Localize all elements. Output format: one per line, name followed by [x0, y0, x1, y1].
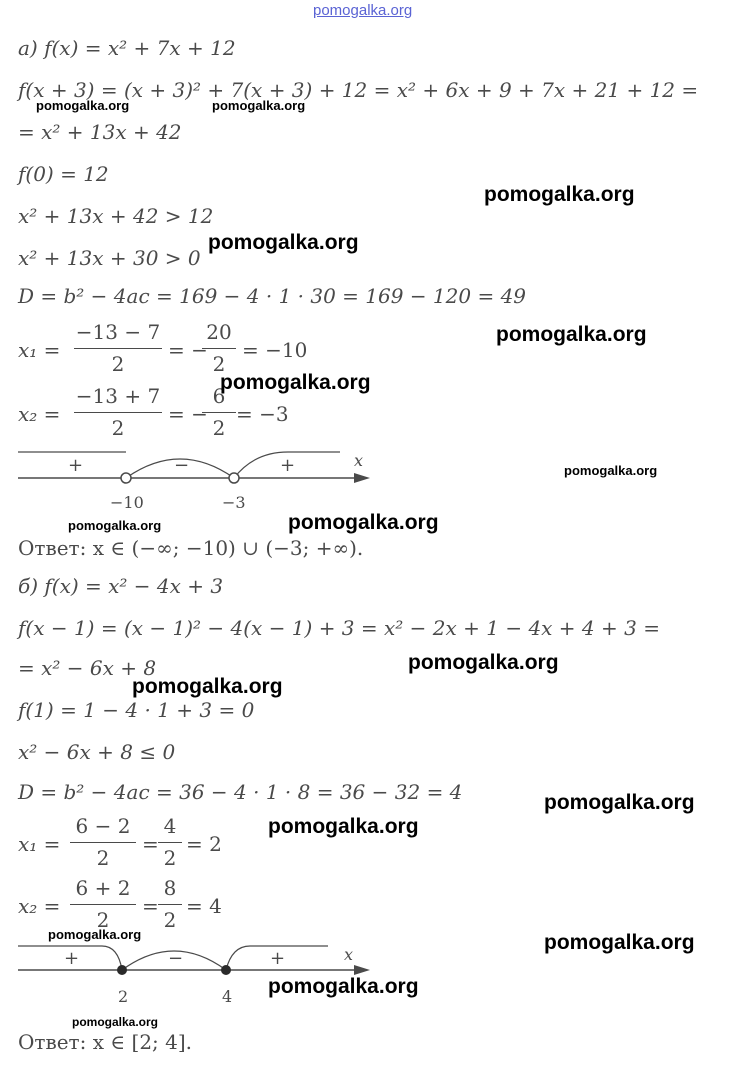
watermark: pomogalka.org — [48, 927, 142, 942]
part-b-root-x2: x₂ = 6 + 2 2 = 8 2 = 4 — [18, 876, 222, 932]
part-b-function: б) f(x) = x² − 4x + 3 — [18, 574, 224, 598]
watermark: pomogalka.org — [220, 371, 371, 394]
part-a-reduced-inequality: x² + 13x + 30 > 0 — [18, 246, 201, 270]
part-b-answer: Ответ: x ∈ [2; 4]. — [18, 1030, 193, 1054]
part-b-inequality: x² − 6x + 8 ≤ 0 — [18, 740, 176, 764]
open-point-minus10 — [121, 473, 131, 483]
axis-arrow — [354, 965, 370, 975]
sign-mid: − — [174, 455, 190, 476]
part-b-root-x1: x₁ = 6 − 2 2 = 4 2 = 2 — [18, 814, 222, 870]
watermark: pomogalka.org — [484, 183, 635, 206]
sign-mid: − — [168, 948, 184, 969]
part-a-root-x2: x₂ = −13 + 7 2 = − 6 2 = −3 — [18, 384, 289, 440]
part-a-number-line — [18, 446, 378, 516]
watermark: pomogalka.org — [544, 791, 695, 814]
part-a-root-x1: x₁ = −13 − 7 2 = − 20 2 = −10 — [18, 320, 308, 376]
part-a-substitution: f(x + 3) = (x + 3)² + 7(x + 3) + 12 = x² + 6x + 9 + 7x + 21 + 12 = — [18, 78, 699, 102]
watermark: pomogalka.org — [72, 1015, 159, 1029]
part-b-f1: f(1) = 1 − 4 · 1 + 3 = 0 — [18, 698, 255, 722]
part-a-discriminant: D = b² − 4ac = 169 − 4 · 1 · 30 = 169 − 120 = 49 — [18, 284, 527, 308]
watermark: pomogalka.org — [564, 463, 658, 478]
part-a-f0: f(0) = 12 — [18, 162, 109, 186]
watermark: pomogalka.org — [212, 98, 306, 113]
top-watermark-link[interactable]: pomogalka.org — [313, 2, 413, 19]
axis-variable: x — [354, 451, 364, 470]
open-point-minus3 — [229, 473, 239, 483]
sign-left: + — [64, 948, 80, 969]
tick-label: −3 — [222, 493, 246, 512]
part-a-simplified: = x² + 13x + 42 — [18, 120, 182, 144]
watermark: pomogalka.org — [268, 815, 419, 838]
part-b-simplified: = x² − 6x + 8 — [18, 656, 157, 680]
closed-point-2 — [117, 965, 127, 975]
part-a-function: а) f(x) = x² + 7x + 12 — [18, 36, 236, 60]
watermark: pomogalka.org — [288, 511, 439, 534]
watermark: pomogalka.org — [408, 651, 559, 674]
part-a-inequality: x² + 13x + 42 > 12 — [18, 204, 214, 228]
tick-label: 2 — [118, 987, 129, 1006]
closed-point-4 — [221, 965, 231, 975]
tick-label: −10 — [110, 493, 144, 512]
part-a-answer: Ответ: x ∈ (−∞; −10) ∪ (−3; +∞). — [18, 536, 364, 560]
tick-label: 4 — [222, 987, 233, 1006]
watermark: pomogalka.org — [132, 675, 283, 698]
watermark: pomogalka.org — [268, 975, 419, 998]
watermark: pomogalka.org — [208, 231, 359, 254]
watermark: pomogalka.org — [496, 323, 647, 346]
axis-variable: x — [344, 945, 354, 964]
axis-arrow — [354, 473, 370, 483]
part-b-discriminant: D = b² − 4ac = 36 − 4 · 1 · 8 = 36 − 32 = 4 — [18, 780, 463, 804]
watermark: pomogalka.org — [544, 931, 695, 954]
watermark: pomogalka.org — [36, 98, 130, 113]
watermark: pomogalka.org — [68, 518, 162, 533]
part-b-substitution: f(x − 1) = (x − 1)² − 4(x − 1) + 3 = x² − 2x + 1 − 4x + 4 + 3 = — [18, 616, 660, 640]
sign-left: + — [68, 455, 84, 476]
sign-right: + — [270, 948, 286, 969]
sign-right: + — [280, 455, 296, 476]
